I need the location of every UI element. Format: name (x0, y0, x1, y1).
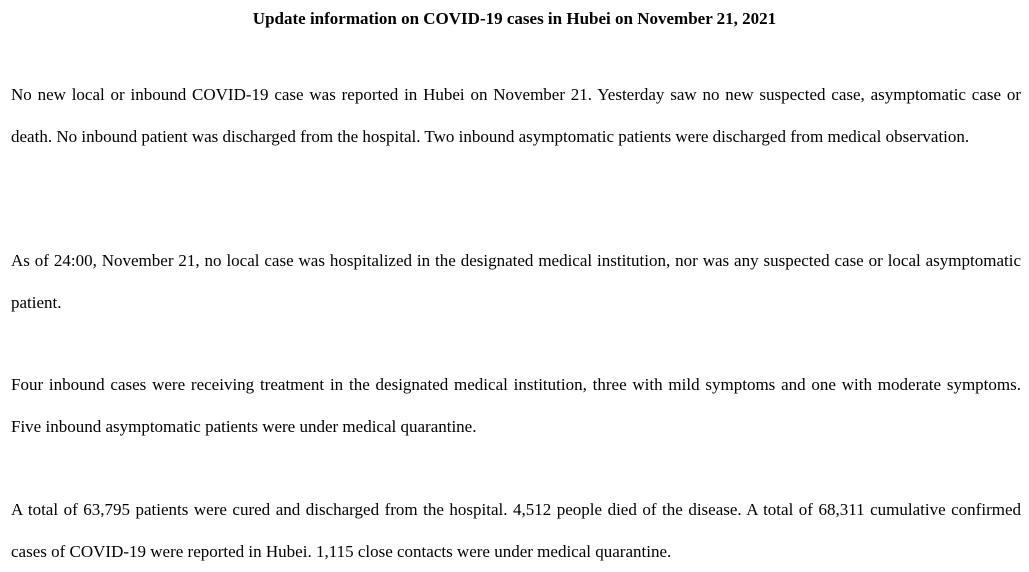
paragraph-totals: A total of 63,795 patients were cured and discharged from the hospital. 4,512 people died of the disease. A total of 68,311 cumulative confirmed cases of COVID-19 were reported in Hubei. 1,115 close contacts were under medical quarantine. (11, 500, 1021, 561)
paragraph-new-cases: No new local or inbound COVID-19 case was reported in Hubei on November 21. Yesterday saw no new suspected case, asymptomatic case or death. No inbound patient was discharged from the hospital. Two inbound asymptomatic patients were discharged from medical observation. (11, 85, 1021, 146)
document-title: Update information on COVID-19 cases in Hubei on November 21, 2021 (252, 9, 777, 28)
paragraph-inbound-treatment: Four inbound cases were receiving treatment in the designated medical institution, three with mild symptoms and one with moderate symptoms. Five inbound asymptomatic patients were under medical quarantine. (11, 375, 1021, 436)
paragraph-hospitalized: As of 24:00, November 21, no local case was hospitalized in the designated medical institution, nor was any suspected case or local asymptomatic patient. (11, 251, 1021, 312)
